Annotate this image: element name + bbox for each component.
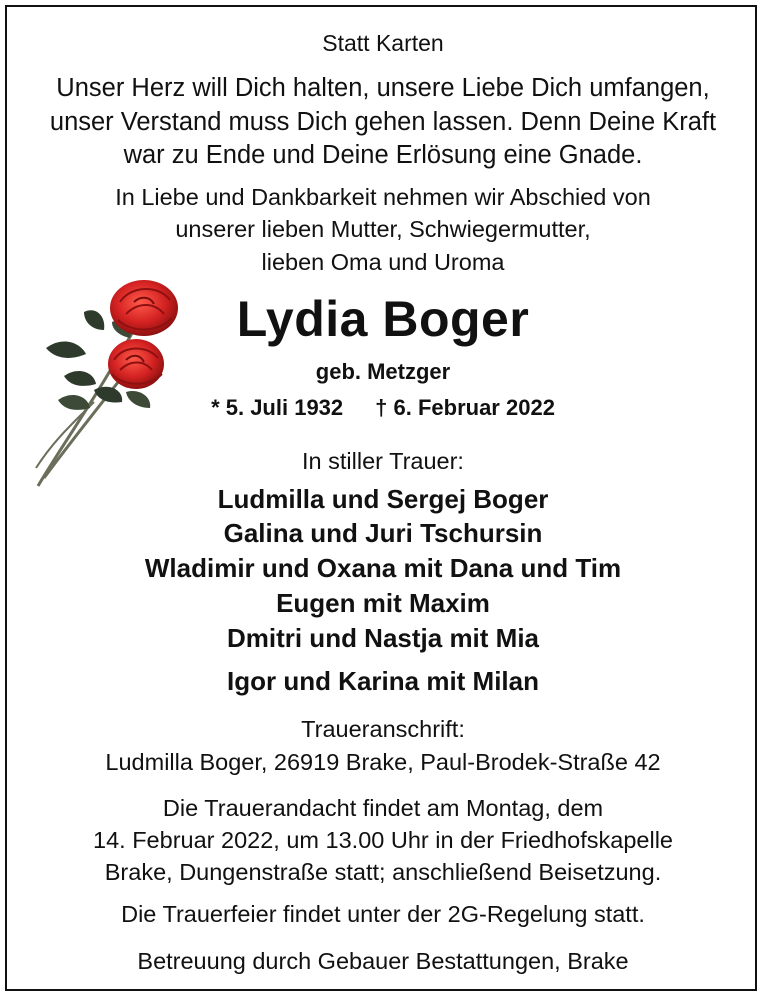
mourning-label: In stiller Trauer:	[302, 448, 464, 474]
service-line-1: Die Trauerandacht findet am Montag, dem	[162, 795, 604, 821]
regulation-text: Die Trauerfeier findet unter der 2G-Regelung statt.	[121, 901, 645, 927]
life-dates	[0, 397, 766, 419]
intro-text: Statt Karten	[322, 30, 444, 56]
service-line-2: 14. Februar 2022, um 13.00 Uhr in der Friedhofskapelle	[93, 827, 673, 853]
address-label: Traueranschrift:	[301, 716, 465, 742]
verse-line-2: unser Verstand muss Dich gehen lassen. Denn Deine Kraft	[49, 108, 717, 136]
family-member-2: Galina und Juri Tschursin	[223, 518, 543, 548]
death-date: † 6. Februar 2022	[375, 395, 555, 420]
family-member-6: Igor und Karina mit Milan	[226, 666, 539, 696]
birth-date: * 5. Juli 1932	[211, 395, 344, 420]
birth-name: geb. Metzger	[315, 359, 451, 384]
verse-line-1: Unser Herz will Dich halten, unsere Liebe Dich umfangen,	[56, 74, 710, 102]
family-member-4: Eugen mit Maxim	[276, 588, 490, 618]
dedication-line-1: In Liebe und Dankbarkeit nehmen wir Abschied von	[115, 184, 651, 210]
dedication-line-2: unserer lieben Mutter, Schwiegermutter,	[175, 216, 591, 242]
family-member-3: Wladimir und Oxana mit Dana und Tim	[144, 553, 622, 583]
address-line: Ludmilla Boger, 26919 Brake, Paul-Brodek-Straße 42	[105, 749, 661, 775]
service-line-3: Brake, Dungenstraße statt; anschließend Beisetzung.	[104, 859, 662, 885]
dedication-line-3: lieben Oma und Uroma	[261, 249, 505, 275]
undertaker-text: Betreuung durch Gebauer Bestattungen, Brake	[137, 948, 629, 974]
verse-line-3: war zu Ende und Deine Erlösung eine Gnade.	[123, 141, 643, 169]
family-member-1: Ludmilla und Sergej Boger	[217, 484, 549, 514]
family-member-5: Dmitri und Nastja mit Mia	[226, 623, 540, 653]
deceased-name: Lydia Boger	[236, 291, 530, 347]
